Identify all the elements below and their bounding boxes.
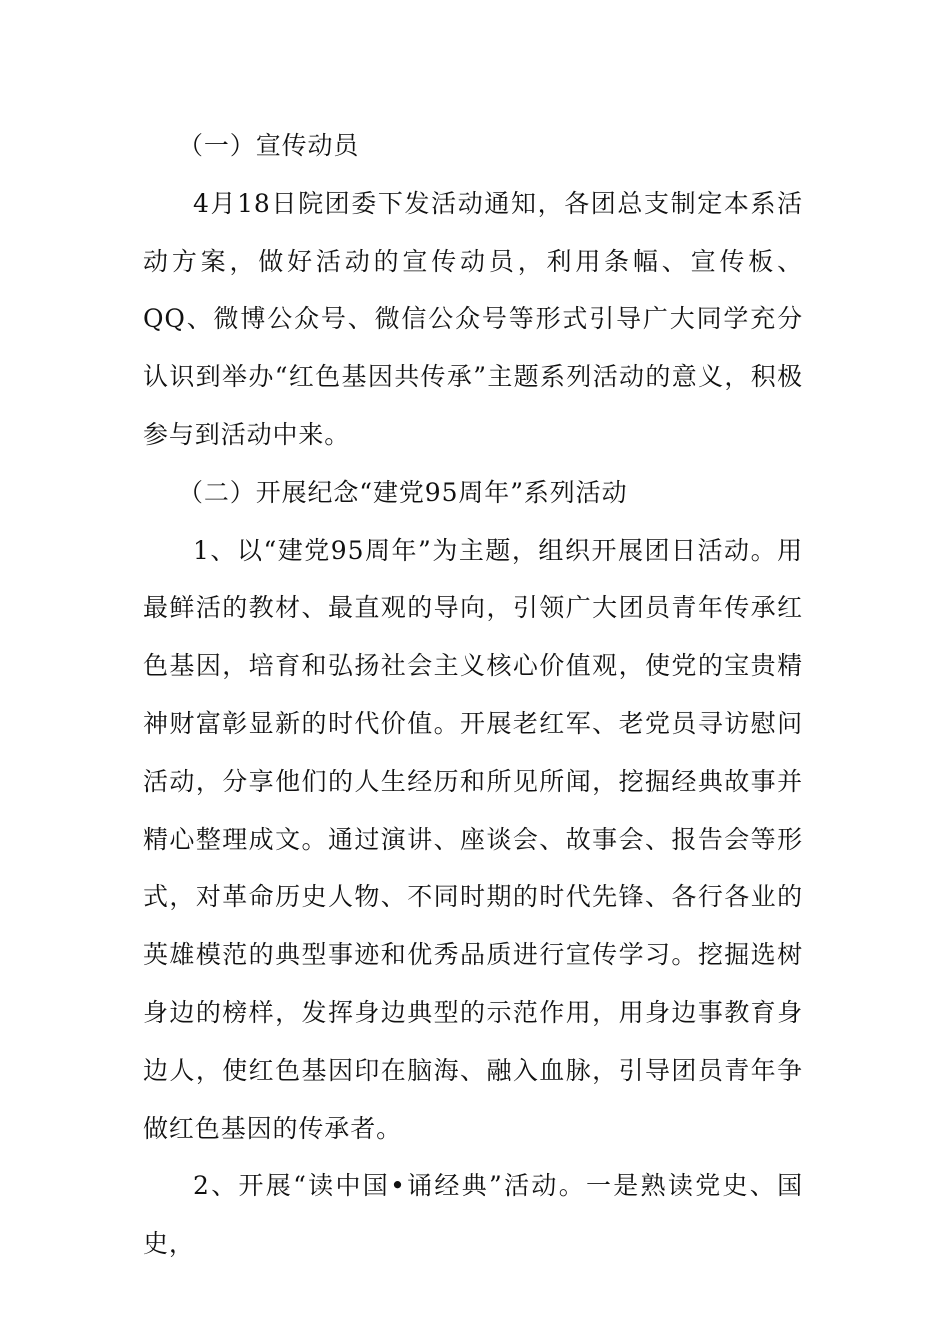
section-heading-publicity: （一）宣传动员 <box>178 131 360 160</box>
section-heading-anniversary: （二）开展纪念“建党95周年”系列活动 <box>178 477 628 507</box>
paragraph-item-2: 2、开展“读中国•诵经典”活动。一是熟读党史、国史， <box>143 1171 803 1259</box>
paragraph-item-1: 1、以“建党95周年”为主题，组织开展团日活动。用最鲜活的教材、最直观的导向，引领广大团员青年传承红色基因，培育和弘扬社会主义核心价值观，使党的宝贵精神财富彰显新的时代价值。开展老红军、老党员寻访慰问活动，分享他们的人生经历和所见所闻，挖掘经典故事并精心整理成文。通过演讲、座谈会、故事会、报告会等形式，对革命历史人物、不同时期的时代先锋、各行各业的英雄模范的典型事迹和优秀品质进行宣传学习。挖掘选树身边的榜样，发挥身边典型的示范作用，用身边事教育身边人，使红色基因印在脑海、融入血脉，引导团员青年争做红色基因的传承者。 <box>143 535 803 1143</box>
paragraph-publicity: 4月18日院团委下发活动通知，各团总支制定本系活动方案，做好活动的宣传动员，利用条幅、宣传板、QQ、微博公众号、微信公众号等形式引导广大同学充分认识到举办“红色基因共传承”主题系列活动的意义，积极参与到活动中来。 <box>143 188 803 449</box>
document-body <box>143 117 803 1273</box>
